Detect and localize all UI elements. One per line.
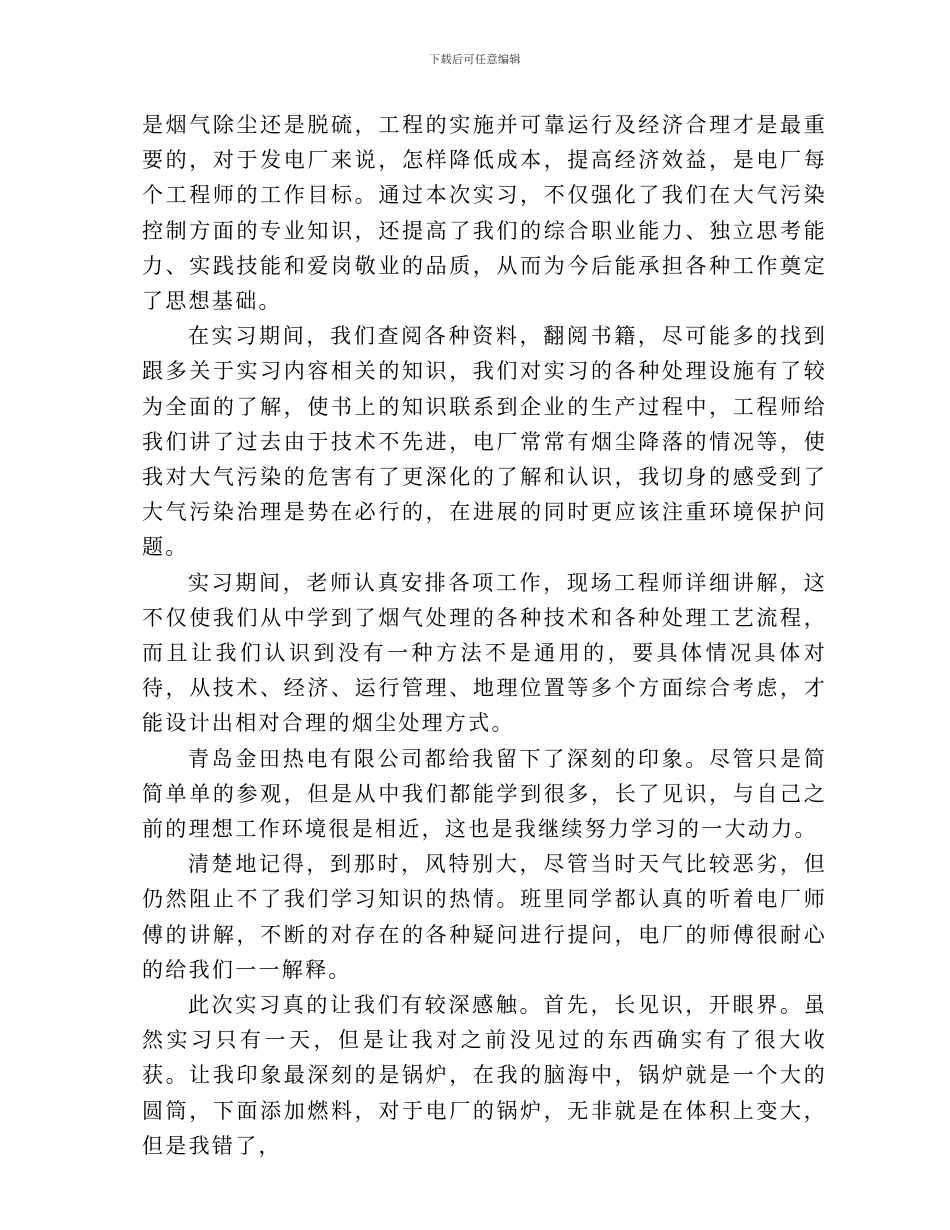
paragraph-1: 是烟气除尘还是脱硫，工程的实施并可靠运行及经济合理才是最重要的，对于发电厂来说，怎样降低成本，提高经济效益，是电厂每个工程师的工作目标。通过本次实习，不仅强化了我们在大气污染控制方面的专业知识，还提高了我们的综合职业能力、独立思考能力、实践技能和爱岗敬业的品质，从而为今后能承担各种工作奠定了思想基础。	[142, 113, 827, 314]
paragraph-4: 青岛金田热电有限公司都给我留下了深刻的印象。尽管只是简简单单的参观，但是从中我们都能学到很多，长了见识，与自己之前的理想工作环境很是相近，这也是我继续努力学习的一大动力。	[142, 746, 827, 842]
paragraph-6: 此次实习真的让我们有较深感触。首先，长见识，开眼界。虽然实习只有一天，但是让我对之前没见过的东西确实有了很大收获。让我印象最深刻的是锅炉，在我的脑海中，锅炉就是一个大的圆筒，下面添加燃料，对于电厂的锅炉，无非就是在体积上变大，但是我错了，	[142, 993, 827, 1158]
document-body	[142, 108, 827, 1164]
paragraph-2: 在实习期间，我们查阅各种资料，翻阅书籍，尽可能多的找到跟多关于实习内容相关的知识，我们对实习的各种处理设施有了较为全面的了解，使书上的知识联系到企业的生产过程中，工程师给我们讲了过去由于技术不先进，电厂常常有烟尘降落的情况等，使我对大气污染的危害有了更深化的了解和认识，我切身的感受到了大气污染治理是势在必行的，在进展的同时更应该注重环境保护问题。	[142, 324, 827, 560]
page-header: 下载后可任意编辑	[429, 53, 521, 66]
paragraph-3: 实习期间，老师认真安排各项工作，现场工程师详细讲解，这不仅使我们从中学到了烟气处理的各种技术和各种处理工艺流程，而且让我们认识到没有一种方法不是通用的，要具体情况具体对待，从技术、经济、运行管理、地理位置等多个方面综合考虑，才能设计出相对合理的烟尘处理方式。	[142, 570, 827, 736]
paragraph-5: 清楚地记得，到那时，风特别大，尽管当时天气比较恶劣，但仍然阻止不了我们学习知识的热情。班里同学都认真的听着电厂师傅的讲解，不断的对存在的各种疑问进行提问，电厂的师傅很耐心的给我们一一解释。	[142, 852, 827, 982]
